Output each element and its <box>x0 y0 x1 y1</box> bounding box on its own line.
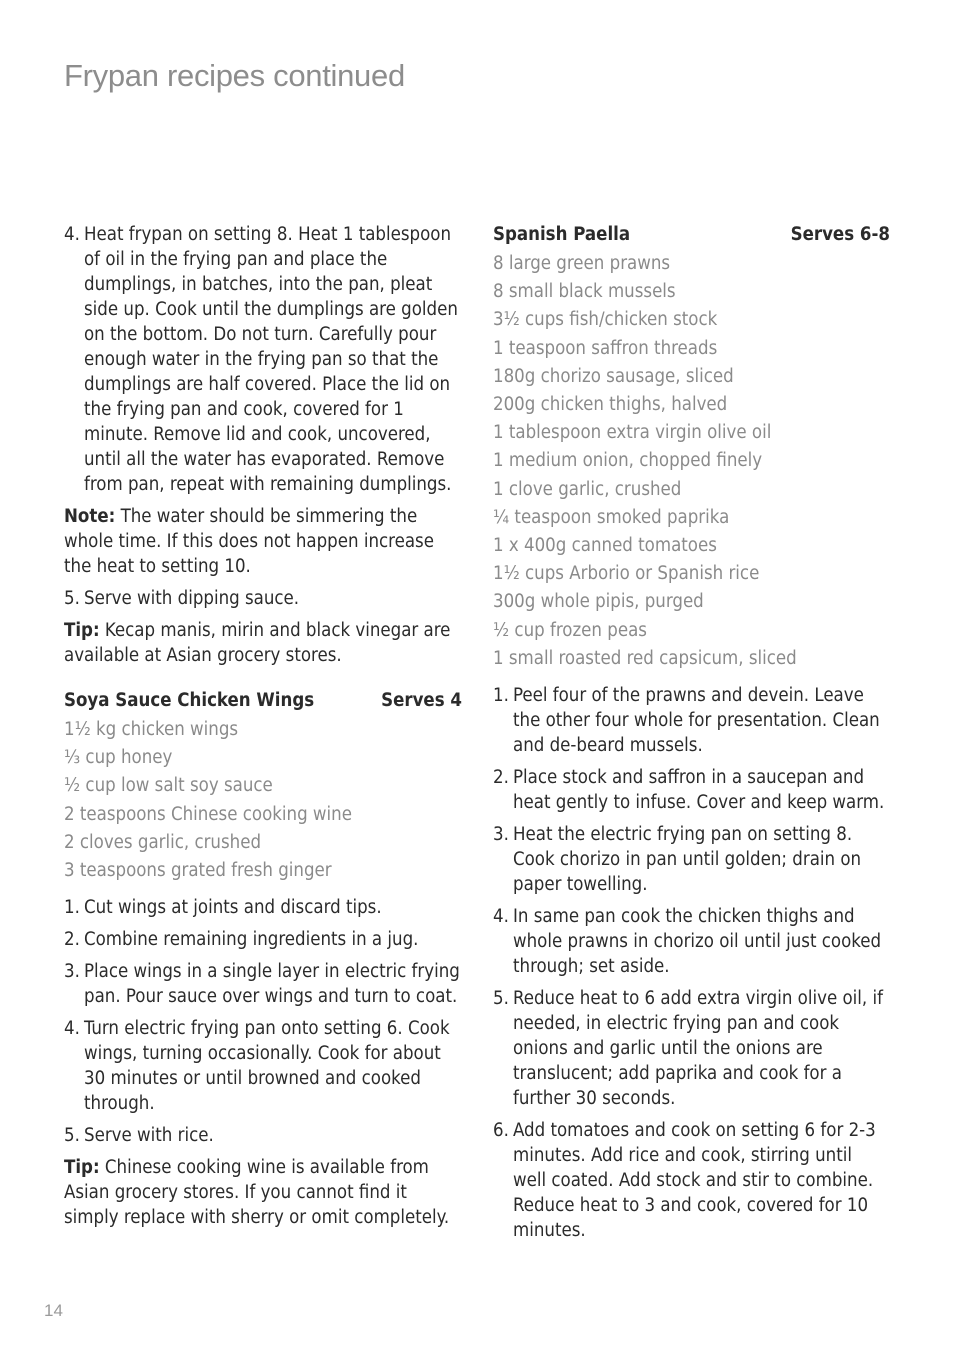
step-text: Serve with dipping sauce. <box>84 588 300 609</box>
step-number: 2. <box>64 929 80 951</box>
note-paragraph <box>64 504 462 579</box>
ingredient-item: 8 large green prawns <box>493 253 671 274</box>
step-number: 6. <box>493 1120 509 1142</box>
ingredient-item: ¼ teaspoon smoked paprika <box>493 506 730 528</box>
recipe-header <box>64 688 462 713</box>
step-item <box>64 927 462 952</box>
step-number: 1. <box>493 685 509 707</box>
left-column <box>64 222 462 1237</box>
ingredient-item: 1 medium onion, chopped finely <box>493 450 763 472</box>
step-text: Place wings in a single layer in electric frying pan. Pour sauce over wings and turn to coat. <box>84 961 460 1008</box>
tip-text: Kecap manis, mirin and black vinegar are available at Asian grocery stores. <box>64 620 451 666</box>
step-number: 2. <box>493 767 509 789</box>
ingredient-item: 180g chorizo sausage, sliced <box>493 365 734 387</box>
recipe-header <box>493 222 890 247</box>
ingredient-item: 1 tablespoon extra virgin olive oil <box>493 422 772 444</box>
step-text: Heat the electric frying pan on setting 8. Cook chorizo in pan until golden; drain on paper towelling. <box>513 824 862 896</box>
step-text: Heat frypan on setting 8. Heat 1 tablespoon of oil in the frying pan and place the dumplings, in batches, into the pan, pleat side up. Cook until the dumplings are golden on the bottom. Do not turn. Carefully pour enough water in the frying pan so that the dumplings are half covered. Place the lid on the frying pan and cook, covered for 1 minute. Remove lid and cook, uncovered, until all the water has evaporated. Remove from pan, repeat with remaining dumplings. <box>84 224 458 495</box>
step-number: 3. <box>64 961 80 983</box>
page-number: 14 <box>44 1301 63 1320</box>
recipe-serves: Serves 6-8 <box>790 224 890 245</box>
ingredient-list <box>493 250 890 673</box>
recipe-serves: Serves 4 <box>381 690 462 711</box>
step-text: Add tomatoes and cook on setting 6 for 2-3 minutes. Add rice and cook, stirring until well coated. Add stock and stir to combine. Reduce heat to 3 and cook, covered for 10 minutes. <box>513 1120 876 1242</box>
page-title: Frypan recipes continued <box>64 58 405 93</box>
step-text: Place stock and saffron in a saucepan and heat gently to infuse. Cover and keep warm. <box>513 767 885 814</box>
tip-label: Tip: <box>64 1157 100 1179</box>
step-number: 1. <box>64 897 80 919</box>
ingredient-item: ½ cup frozen peas <box>493 619 647 641</box>
step-item <box>64 222 462 497</box>
tip-text: Chinese cooking wine is available from Asian grocery stores. If you cannot find it simply replace with sherry or omit completely. <box>64 1157 450 1229</box>
ingredient-item: ⅓ cup honey <box>64 747 173 769</box>
ingredient-item: 200g chicken thighs, halved <box>493 394 728 416</box>
right-column <box>493 222 890 1250</box>
step-text: Cut wings at joints and discard tips. <box>84 897 382 919</box>
step-item <box>493 765 890 815</box>
step-item <box>64 1016 462 1116</box>
step-number: 5. <box>64 1125 80 1147</box>
ingredient-item: 3½ cups fish/chicken stock <box>493 309 718 331</box>
step-text: Combine remaining ingredients in a jug. <box>84 929 419 951</box>
ingredient-item: 2 teaspoons Chinese cooking wine <box>64 803 352 825</box>
step-number: 5. <box>64 588 80 609</box>
ingredient-list <box>64 716 462 885</box>
ingredient-item: 1 teaspoon saffron threads <box>493 337 718 359</box>
ingredient-item: 1 clove garlic, crushed <box>493 478 682 500</box>
step-item <box>64 895 462 920</box>
step-number: 3. <box>493 824 509 846</box>
step-item <box>64 1123 462 1148</box>
note-text: The water should be simmering the whole time. If this does not happen increase the heat to setting 10. <box>64 506 434 577</box>
tip-paragraph <box>64 618 462 668</box>
step-number: 4. <box>493 906 509 928</box>
ingredient-item: 1 x 400g canned tomatoes <box>493 535 717 557</box>
step-item <box>493 904 890 979</box>
step-number: 4. <box>64 1018 80 1040</box>
step-item <box>64 586 462 611</box>
recipe-title: Spanish Paella <box>493 224 631 245</box>
tip-label: Tip: <box>64 620 100 641</box>
step-item <box>493 1118 890 1243</box>
step-text: Serve with rice. <box>84 1125 214 1147</box>
step-item <box>64 959 462 1009</box>
step-item <box>493 683 890 758</box>
step-text: Peel four of the prawns and devein. Leave the other four whole for presentation. Clean and de-beard mussels. <box>513 685 880 757</box>
ingredient-item: 1½ kg chicken wings <box>64 719 239 740</box>
ingredient-item: ½ cup low salt soy sauce <box>64 775 273 797</box>
step-item <box>493 986 890 1111</box>
ingredient-item: 8 small black mussels <box>493 281 676 303</box>
ingredient-item: 1 small roasted red capsicum, sliced <box>493 647 797 669</box>
ingredient-item: 300g whole pipis, purged <box>493 591 704 613</box>
ingredient-item: 1½ cups Arborio or Spanish rice <box>493 563 760 585</box>
step-item <box>493 822 890 897</box>
step-text: Turn electric frying pan onto setting 6. Cook wings, turning occasionally. Cook for about 30 minutes or until browned and cooked through. <box>84 1018 450 1115</box>
ingredient-item: 2 cloves garlic, crushed <box>64 831 262 853</box>
tip-paragraph <box>64 1155 462 1230</box>
step-text: Reduce heat to 6 add extra virgin olive oil, if needed, in electric frying pan and cook onions and garlic until the onions are translucent; add paprika and cook for a further 30 seconds. <box>513 988 883 1110</box>
step-number: 4. <box>64 224 80 245</box>
step-number: 5. <box>493 988 509 1010</box>
recipe-title: Soya Sauce Chicken Wings <box>64 690 315 711</box>
ingredient-item: 3 teaspoons grated fresh ginger <box>64 860 332 882</box>
note-label: Note: <box>64 506 116 527</box>
step-text: In same pan cook the chicken thighs and whole prawns in chorizo oil until just cooked through; set aside. <box>513 906 882 978</box>
